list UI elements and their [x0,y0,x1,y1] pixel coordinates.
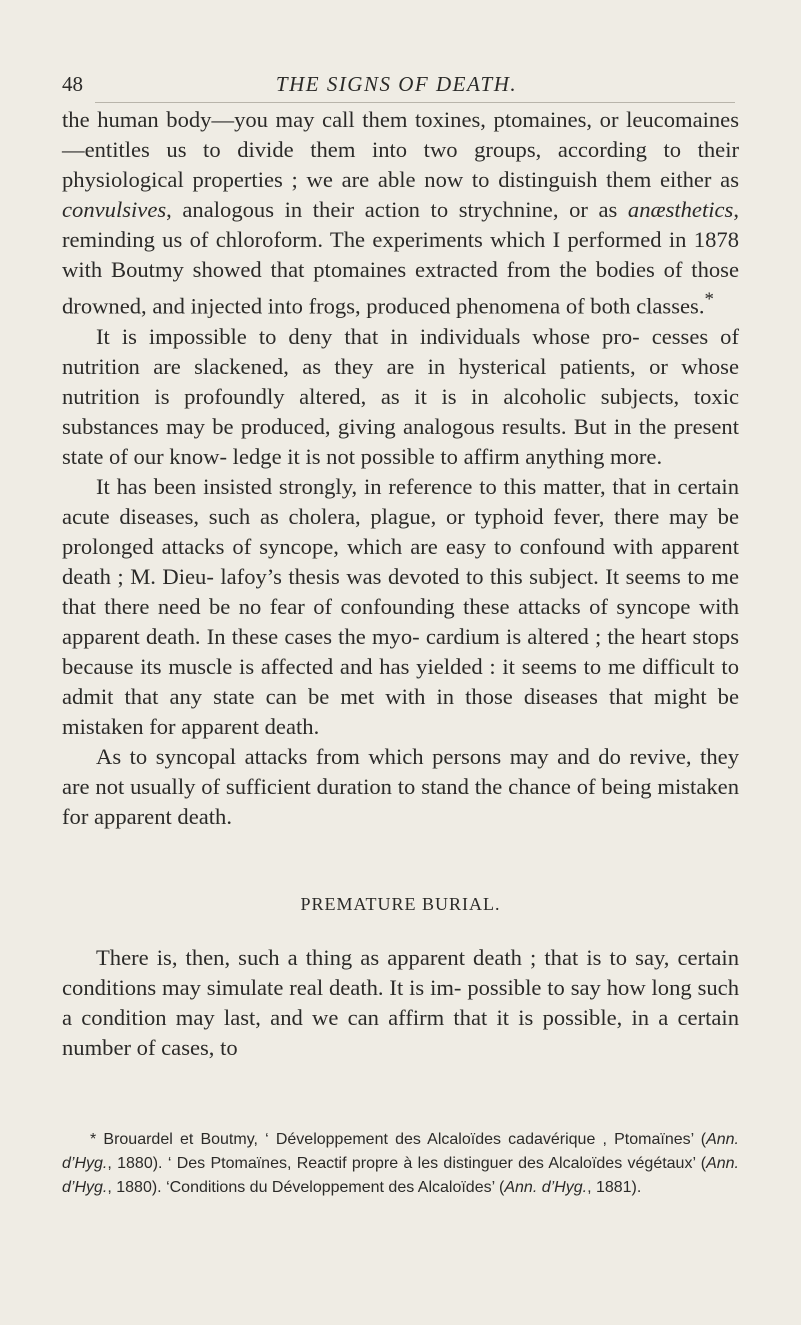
footnote: * Brouardel et Boutmy, ‘ Développement des Alcaloïdes cadavérique , Ptomaïnes’ (Ann. d’Hyg., 1880). ‘ Des Ptomaïnes, Reactif propre à les distinguer des Alcaloïdes végétaux’ (Ann. d’Hyg., 1880). ‘Conditions du Développement des Alcaloïdes’ (Ann. d’Hyg., 1881). [62,1131,739,1196]
paragraph-4: As to syncopal attacks from which persons may and do revive, they are not usually of sufficient duration to stand the chance of being mistaken for apparent death. [62,743,739,829]
footnote-reference: * [704,289,714,310]
paragraph-5: There is, then, such a thing as apparent death ; that is to say, certain conditions may simulate real death. It is im- possible to say how long such a condition may last, and we can affirm that it is possible, in a certain number of cases, to [62,944,739,1060]
running-title: THE SIGNS OF DEATH. [275,72,518,96]
body-text [62,105,739,1063]
paragraph-2: It is impossible to deny that in individuals whose pro- cesses of nutrition are slackened, as they are in hysterical patients, or whose nutrition is profoundly altered, as it is in alcoholic subjects, toxic substances may be produced, giving analogous results. But in the present state of our know- ledge it is not possible to affirm anything more. [62,323,739,469]
running-head [62,70,731,98]
footnote-mark: * [90,1131,97,1148]
header-rule [95,102,735,103]
page-number: 48 [62,72,83,96]
paragraph-3: It has been insisted strongly, in reference to this matter, that in certain acute diseases, such as cholera, plague, or typhoid fever, there may be prolonged attacks of syncope, which are easy to confound with apparent death ; M. Dieu- lafoy’s thesis was devoted to this subject. It seems to me that there need be no fear of confounding these attacks of syncope with apparent death. In these cases the myo- cardium is altered ; the heart stops because its muscle is affected and has yielded : it seems to me difficult to admit that any state can be met with in those diseases that might be mistaken for apparent death. [62,473,739,739]
paragraph-1: the human body—you may call them toxines, ptomaines, or leucomaines—entitles us to divide them into two groups, according to their physiological properties ; we are able now to distinguish them either as convulsives, analogous in their action to strychnine, or as anæsthetics, reminding us of chloroform. The experiments which I performed in 1878 with Boutmy showed that ptomaines extracted from the bodies of those drowned, and injected into frogs, produced phenomena of both classes.* [62,107,739,319]
section-heading: PREMATURE BURIAL. [300,893,501,914]
